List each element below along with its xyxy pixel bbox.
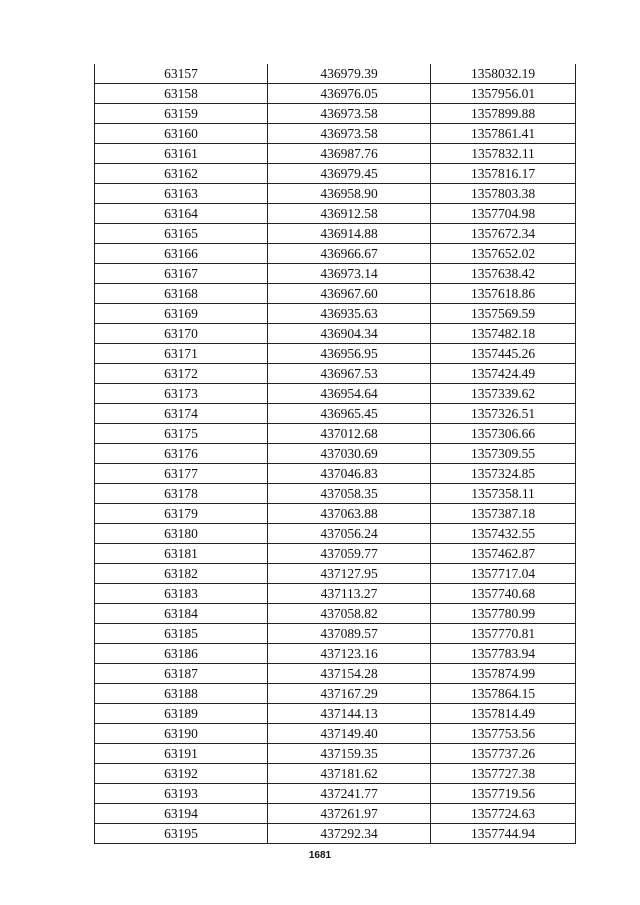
point-id-cell: 63187 <box>95 664 268 684</box>
point-id-cell: 63186 <box>95 644 268 664</box>
point-id-cell: 63184 <box>95 604 268 624</box>
y-coordinate-cell: 1357816.17 <box>431 164 576 184</box>
point-id-cell: 63176 <box>95 444 268 464</box>
table-row <box>95 304 576 324</box>
table-row <box>95 344 576 364</box>
y-coordinate-cell: 1357861.41 <box>431 124 576 144</box>
point-id-cell: 63175 <box>95 424 268 444</box>
y-coordinate-cell: 1357326.51 <box>431 404 576 424</box>
table-row <box>95 464 576 484</box>
x-coordinate-cell: 437058.35 <box>268 484 431 504</box>
y-coordinate-cell: 1357783.94 <box>431 644 576 664</box>
y-coordinate-cell: 1357803.38 <box>431 184 576 204</box>
x-coordinate-cell: 437167.29 <box>268 684 431 704</box>
coordinate-table <box>94 64 576 844</box>
table-row <box>95 644 576 664</box>
point-id-cell: 63160 <box>95 124 268 144</box>
point-id-cell: 63162 <box>95 164 268 184</box>
table-row <box>95 284 576 304</box>
table-row <box>95 324 576 344</box>
y-coordinate-cell: 1357737.26 <box>431 744 576 764</box>
x-coordinate-cell: 437241.77 <box>268 784 431 804</box>
x-coordinate-cell: 436956.95 <box>268 344 431 364</box>
y-coordinate-cell: 1357424.49 <box>431 364 576 384</box>
point-id-cell: 63194 <box>95 804 268 824</box>
y-coordinate-cell: 1357719.56 <box>431 784 576 804</box>
y-coordinate-cell: 1357814.49 <box>431 704 576 724</box>
point-id-cell: 63193 <box>95 784 268 804</box>
x-coordinate-cell: 436973.58 <box>268 104 431 124</box>
point-id-cell: 63179 <box>95 504 268 524</box>
y-coordinate-cell: 1357753.56 <box>431 724 576 744</box>
table-row <box>95 384 576 404</box>
x-coordinate-cell: 436965.45 <box>268 404 431 424</box>
x-coordinate-cell: 437154.28 <box>268 664 431 684</box>
x-coordinate-cell: 437063.88 <box>268 504 431 524</box>
x-coordinate-cell: 437089.57 <box>268 624 431 644</box>
point-id-cell: 63169 <box>95 304 268 324</box>
table-row <box>95 584 576 604</box>
y-coordinate-cell: 1357432.55 <box>431 524 576 544</box>
point-id-cell: 63195 <box>95 824 268 844</box>
table-row <box>95 824 576 844</box>
table-row <box>95 444 576 464</box>
y-coordinate-cell: 1357832.11 <box>431 144 576 164</box>
y-coordinate-cell: 1357744.94 <box>431 824 576 844</box>
x-coordinate-cell: 436979.45 <box>268 164 431 184</box>
point-id-cell: 63185 <box>95 624 268 644</box>
point-id-cell: 63190 <box>95 724 268 744</box>
y-coordinate-cell: 1357724.63 <box>431 804 576 824</box>
x-coordinate-cell: 436976.05 <box>268 84 431 104</box>
y-coordinate-cell: 1357387.18 <box>431 504 576 524</box>
table-row <box>95 744 576 764</box>
point-id-cell: 63182 <box>95 564 268 584</box>
point-id-cell: 63158 <box>95 84 268 104</box>
point-id-cell: 63168 <box>95 284 268 304</box>
table-row <box>95 244 576 264</box>
y-coordinate-cell: 1357956.01 <box>431 84 576 104</box>
table-row <box>95 484 576 504</box>
point-id-cell: 63177 <box>95 464 268 484</box>
x-coordinate-cell: 437261.97 <box>268 804 431 824</box>
x-coordinate-cell: 437127.95 <box>268 564 431 584</box>
point-id-cell: 63161 <box>95 144 268 164</box>
table-row <box>95 784 576 804</box>
table-row <box>95 764 576 784</box>
y-coordinate-cell: 1357324.85 <box>431 464 576 484</box>
x-coordinate-cell: 436954.64 <box>268 384 431 404</box>
point-id-cell: 63172 <box>95 364 268 384</box>
point-id-cell: 63173 <box>95 384 268 404</box>
table-row <box>95 164 576 184</box>
table-row <box>95 724 576 744</box>
point-id-cell: 63170 <box>95 324 268 344</box>
y-coordinate-cell: 1357727.38 <box>431 764 576 784</box>
y-coordinate-cell: 1357704.98 <box>431 204 576 224</box>
table-row <box>95 804 576 824</box>
y-coordinate-cell: 1357899.88 <box>431 104 576 124</box>
x-coordinate-cell: 437058.82 <box>268 604 431 624</box>
point-id-cell: 63192 <box>95 764 268 784</box>
point-id-cell: 63164 <box>95 204 268 224</box>
x-coordinate-cell: 436966.67 <box>268 244 431 264</box>
table-row <box>95 364 576 384</box>
table-row <box>95 404 576 424</box>
y-coordinate-cell: 1357672.34 <box>431 224 576 244</box>
y-coordinate-cell: 1357740.68 <box>431 584 576 604</box>
x-coordinate-cell: 436973.58 <box>268 124 431 144</box>
table-row <box>95 84 576 104</box>
x-coordinate-cell: 437292.34 <box>268 824 431 844</box>
x-coordinate-cell: 436967.53 <box>268 364 431 384</box>
point-id-cell: 63165 <box>95 224 268 244</box>
table-row <box>95 124 576 144</box>
table-row <box>95 424 576 444</box>
table-row <box>95 184 576 204</box>
point-id-cell: 63159 <box>95 104 268 124</box>
x-coordinate-cell: 436958.90 <box>268 184 431 204</box>
table-row <box>95 144 576 164</box>
point-id-cell: 63167 <box>95 264 268 284</box>
x-coordinate-cell: 437144.13 <box>268 704 431 724</box>
y-coordinate-cell: 1357445.26 <box>431 344 576 364</box>
x-coordinate-cell: 437113.27 <box>268 584 431 604</box>
y-coordinate-cell: 1357652.02 <box>431 244 576 264</box>
table-row <box>95 204 576 224</box>
y-coordinate-cell: 1357618.86 <box>431 284 576 304</box>
point-id-cell: 63181 <box>95 544 268 564</box>
point-id-cell: 63163 <box>95 184 268 204</box>
x-coordinate-cell: 436987.76 <box>268 144 431 164</box>
y-coordinate-cell: 1357864.15 <box>431 684 576 704</box>
point-id-cell: 63188 <box>95 684 268 704</box>
y-coordinate-cell: 1357306.66 <box>431 424 576 444</box>
table-row <box>95 624 576 644</box>
table-row <box>95 604 576 624</box>
x-coordinate-cell: 437046.83 <box>268 464 431 484</box>
table-row <box>95 504 576 524</box>
y-coordinate-cell: 1357482.18 <box>431 324 576 344</box>
point-id-cell: 63189 <box>95 704 268 724</box>
point-id-cell: 63174 <box>95 404 268 424</box>
y-coordinate-cell: 1358032.19 <box>431 64 576 84</box>
table-row <box>95 224 576 244</box>
point-id-cell: 63180 <box>95 524 268 544</box>
x-coordinate-cell: 436904.34 <box>268 324 431 344</box>
y-coordinate-cell: 1357638.42 <box>431 264 576 284</box>
table-row <box>95 664 576 684</box>
x-coordinate-cell: 437181.62 <box>268 764 431 784</box>
point-id-cell: 63166 <box>95 244 268 264</box>
point-id-cell: 63157 <box>95 64 268 84</box>
x-coordinate-cell: 437059.77 <box>268 544 431 564</box>
x-coordinate-cell: 436979.39 <box>268 64 431 84</box>
x-coordinate-cell: 436967.60 <box>268 284 431 304</box>
y-coordinate-cell: 1357462.87 <box>431 544 576 564</box>
x-coordinate-cell: 437012.68 <box>268 424 431 444</box>
y-coordinate-cell: 1357770.81 <box>431 624 576 644</box>
x-coordinate-cell: 436935.63 <box>268 304 431 324</box>
x-coordinate-cell: 437123.16 <box>268 644 431 664</box>
x-coordinate-cell: 436912.58 <box>268 204 431 224</box>
y-coordinate-cell: 1357874.99 <box>431 664 576 684</box>
table-row <box>95 564 576 584</box>
table-row <box>95 524 576 544</box>
point-id-cell: 63178 <box>95 484 268 504</box>
y-coordinate-cell: 1357717.04 <box>431 564 576 584</box>
y-coordinate-cell: 1357780.99 <box>431 604 576 624</box>
point-id-cell: 63183 <box>95 584 268 604</box>
x-coordinate-cell: 437056.24 <box>268 524 431 544</box>
table-row <box>95 544 576 564</box>
y-coordinate-cell: 1357339.62 <box>431 384 576 404</box>
y-coordinate-cell: 1357569.59 <box>431 304 576 324</box>
table-row <box>95 104 576 124</box>
table-row <box>95 684 576 704</box>
table-row <box>95 64 576 84</box>
x-coordinate-cell: 437149.40 <box>268 724 431 744</box>
point-id-cell: 63171 <box>95 344 268 364</box>
x-coordinate-cell: 437159.35 <box>268 744 431 764</box>
table-row <box>95 704 576 724</box>
y-coordinate-cell: 1357309.55 <box>431 444 576 464</box>
x-coordinate-cell: 436973.14 <box>268 264 431 284</box>
page-number: 1681 <box>308 850 332 861</box>
y-coordinate-cell: 1357358.11 <box>431 484 576 504</box>
coordinate-table-body <box>95 64 576 844</box>
table-row <box>95 264 576 284</box>
x-coordinate-cell: 436914.88 <box>268 224 431 244</box>
x-coordinate-cell: 437030.69 <box>268 444 431 464</box>
point-id-cell: 63191 <box>95 744 268 764</box>
